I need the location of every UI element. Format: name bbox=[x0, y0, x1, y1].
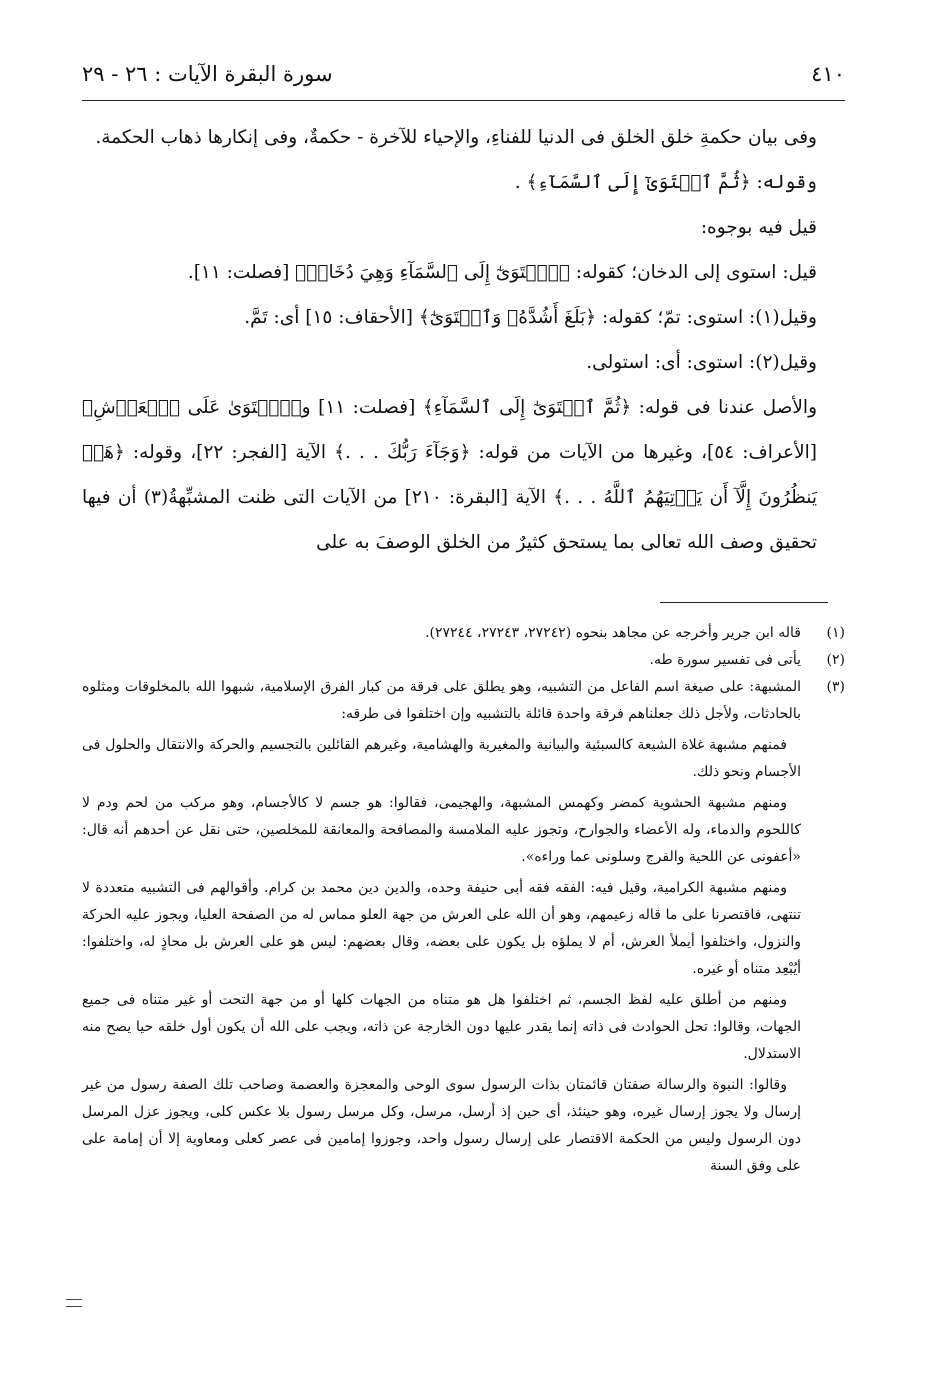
footnote-paragraph: فمنهم مشبهة غلاة الشيعة كالسبئية والبيانية والمغيرية والهشامية، وغيرهم القائلين بالتجسيم والحركة والانتقال والحلول فى الأجسام ونحو ذلك. bbox=[82, 737, 801, 780]
footnote-paragraph: ومنهم مشبهة الكرامية، وقيل فيه: الفقه فقه أبى حنيفة وحده، والدين دين محمد بن كرام. وأقوالهم فى التشبيه متعددة لا تنتهى، فاقتصرنا على ما قاله زعيمهم، وهو أن الله على العرش من جهة العلو مماس له من الصفحة العليا، ويجوز عليه الحركة والنزول، واختلفوا أيملأ العرش، أم لا يملؤه بل يكون على بعضه، وقال بعضهم: ليس هو على العرش بل محاذٍ له، واختلفوا: أيُبْعِد متناه أو غيره. bbox=[82, 880, 801, 977]
footnote-text: المشبهة: على صيغة اسم الفاعل من التشبيه، وهو يطلق على فرقة من كبار الفرق الإسلامية، شبهوا الله بالمخلوقات ومثلوه بالحادثات، ولأجل ذلك جعلناهم فرقة واحدة قائلة بالتشبيه وإن اختلفوا فى طرقه: bbox=[82, 679, 801, 722]
footnote-paragraph: ومنهم من أطلق عليه لفظ الجسم، ثم اختلفوا هل هو متناه من الجهات كلها أو من جهة التحت أو غير متناه فى جميع الجهات، وقالوا: تحل الحوادث فى ذاته إنما يقدر عليها دون الخارجة عن ذاته، ويجب على الله أن يكون أول خلقه حيا يصح منه الاستدلال. bbox=[82, 992, 801, 1062]
footnote-text: يأتى فى تفسير سورة طه. bbox=[649, 652, 801, 668]
paragraph-wisdom: وفى بيان حكمةِ خلق الخلق فى الدنيا للفناءِ، والإحياء للآخرة - حكمةٌ، وفى إنكارها ذهاب الحكمة. bbox=[95, 127, 817, 148]
footnote-number: (٣) bbox=[826, 679, 845, 695]
footnote-paragraph: ومنهم مشبهة الحشوية كمضر وكهمس المشبهة، والهجيمى، فقالوا: هو جسم لا كالأجسام، وهو مركب من لحم ودم لا كاللحوم والدماء، وله الأعضاء والجوارح، وتجوز عليه الملامسة والمصافحة والمعانقة للمخلصين، حتى نقل عن أحدهم أنه قال: «أعفونى عن اللحية والفرج وسلونى عما وراءه». bbox=[82, 795, 801, 865]
paragraph-principle: والأصل عندنا فى قوله: ﴿ثُمَّ ٱسۡتَوَىٰٓ إِلَى ٱلسَّمَآءِ﴾ [فصلت: ١١] و﴿ٱسۡتَوَىٰ عَلَى ٱلۡعَرۡشِ﴾ [الأعراف: ٥٤]، وغيرها من الآيات من قوله: ﴿وَجَآءَ رَبُّكَ . . .﴾ الآية [الفجر: ٢٢]، وقوله: ﴿هَلۡ يَنظُرُونَ إِلَّآ أَن يَأۡتِيَهُمُ ٱللَّهُ . . .﴾ الآية [البقرة: ٢١٠] من الآيات التى ظنت المشبِّهةُ(٣) أن فيها تحقيق وصف الله تعالى بما يستحق كثيرٌ من الخلق الوصفَ به على bbox=[82, 397, 818, 553]
footnote-1 bbox=[82, 620, 845, 647]
footnote-number: (٢) bbox=[826, 652, 845, 668]
footnote-paragraph: وقالوا: النبوة والرسالة صفتان قائمتان بذات الرسول سوى الوحى والمعجزة والعصمة وصاحب تلك الصفة رسول من غير إرسال ولا يجوز إرسال غيره، وهو حينئذ، أى حين إذ أرسل، مرسل، وكل مرسل رسول بلا عكس كلى، ويجوز عزل المرسل دون الرسول وليس من الحكمة الاقتصار على إرسال رسول واحد، وجوزوا إمامين فى عصر كعلى ومعاوية إلا أن إمامة على على وفق السنة bbox=[82, 1077, 801, 1174]
footnote-text: قاله ابن جرير وأخرجه عن مجاهد بنحوه (٢٧٢٤٢، ٢٧٢٤٣، ٢٧٢٤٤). bbox=[425, 625, 801, 641]
main-text bbox=[82, 115, 845, 565]
footnote-2 bbox=[82, 647, 845, 674]
paragraph-aspects: قيل فيه بوجوه: bbox=[700, 217, 817, 238]
paragraph-verse-quote: وقوله: ﴿ثُمَّ ٱسۡتَوَىٰٓ إِلَى ٱلسَّمَآءِ﴾ . bbox=[514, 172, 817, 193]
page-number: ٤١٠ bbox=[811, 62, 845, 86]
page-header bbox=[82, 60, 845, 101]
paragraph-smoke: قيل: استوى إلى الدخان؛ كقوله: ﴿ٱسۡتَوَىٰٓ إِلَى ٱلسَّمَآءِ وَهِيَ دُخَانٞ﴾ [فصلت: ١١]. bbox=[187, 262, 817, 283]
footnotes bbox=[82, 620, 845, 1180]
continuation-marks bbox=[66, 1299, 82, 1307]
footnote-3 bbox=[82, 674, 845, 728]
paragraph-completed: وقيل(١): استوى: تمّ؛ كقوله: ﴿بَلَغَ أَشُدَّهُۥ وَٱسۡتَوَىٰٓ﴾ [الأحقاف: ١٥] أى: تَمَّ. bbox=[244, 307, 817, 328]
paragraph-prevailed: وقيل(٢): استوى: أى: استولى. bbox=[586, 352, 817, 373]
surah-title: سورة البقرة الآيات : ٢٦ - ٢٩ bbox=[82, 62, 333, 86]
footnote-separator bbox=[660, 602, 828, 603]
footnote-number: (١) bbox=[826, 625, 845, 641]
